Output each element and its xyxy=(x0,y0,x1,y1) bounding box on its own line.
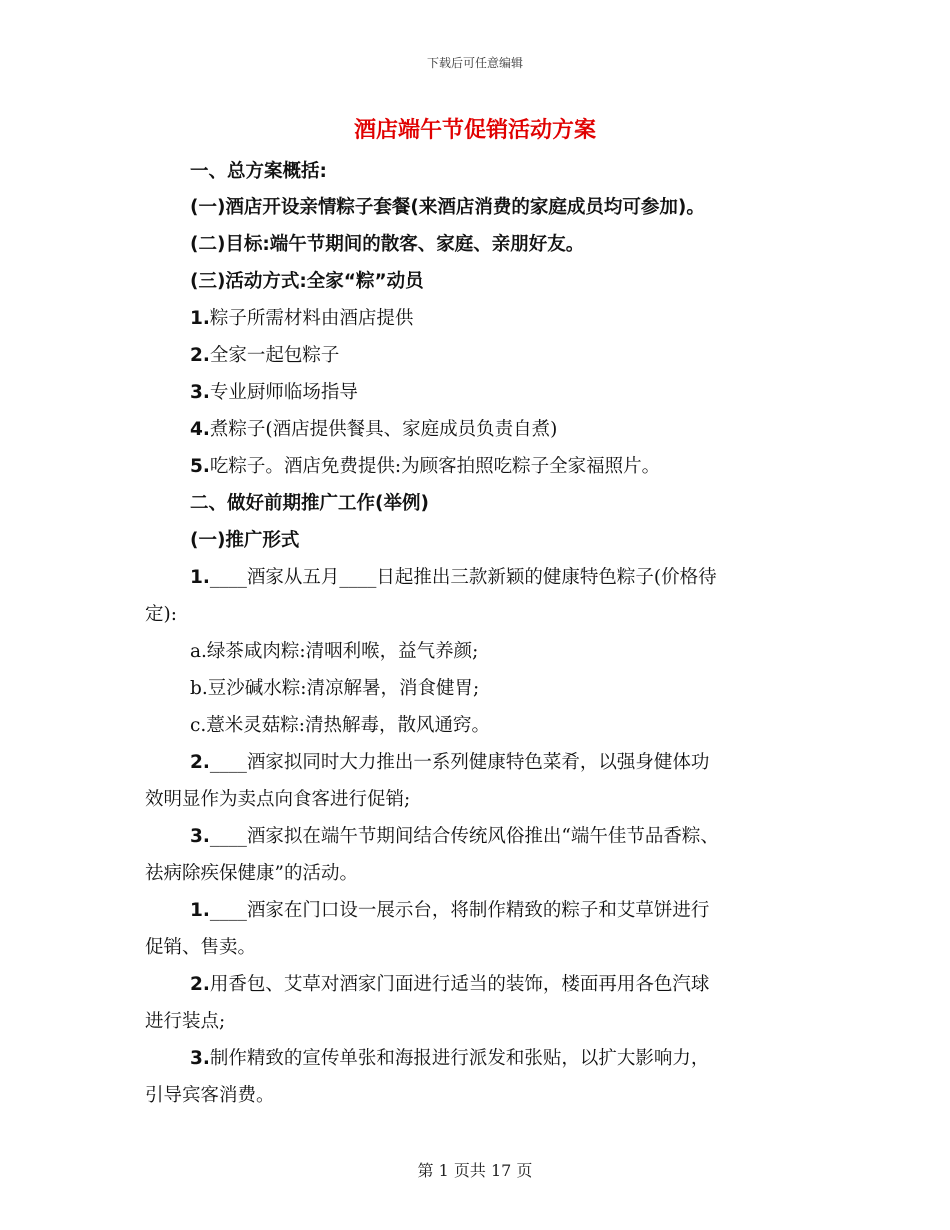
list-item: 2.全家一起包粽子 xyxy=(190,345,340,366)
list-item: 3.专业厨师临场指导 xyxy=(190,382,358,403)
list-item: b.豆沙碱水粽:清凉解暑，消食健胃; xyxy=(190,678,480,699)
paragraph-line: 定): xyxy=(145,604,177,625)
paragraph-line: 1.____酒家从五月____日起推出三款新颖的健康特色粽子(价格待 xyxy=(190,567,717,588)
page-footer-number: 第 1 页共 17 页 xyxy=(417,1161,533,1180)
paragraph-line: 引导宾客消费。 xyxy=(145,1085,275,1106)
paragraph-line: 祛病除疾保健康”的活动。 xyxy=(145,863,358,884)
list-item: c.薏米灵菇粽:清热解毒，散风通窍。 xyxy=(190,715,490,736)
subsection-heading-method: (三)活动方式:全家“粽”动员 xyxy=(190,271,424,292)
paragraph-line: 效明显作为卖点向食客进行促销; xyxy=(145,789,411,810)
list-item: 1.粽子所需材料由酒店提供 xyxy=(190,308,414,329)
paragraph-line: 3.制作精致的宣传单张和海报进行派发和张贴，以扩大影响力， xyxy=(190,1048,710,1069)
paragraph-line: 2.用香包、艾草对酒家门面进行适当的装饰，楼面再用各色汽球 xyxy=(190,974,710,995)
list-item: 4.煮粽子(酒店提供餐具、家庭成员负责自煮) xyxy=(190,419,558,440)
document-title: 酒店端午节促销活动方案 xyxy=(353,118,596,143)
paragraph-line: 2.____酒家拟同时大力推出一系列健康特色菜肴，以强身健体功 xyxy=(190,752,710,773)
paragraph-line: 3.____酒家拟在端午节期间结合传统风俗推出“端午佳节品香粽、 xyxy=(190,826,719,847)
subsection-heading-package: (一)酒店开设亲情粽子套餐(来酒店消费的家庭成员均可参加)。 xyxy=(190,197,705,218)
section-heading-overview: 一、总方案概括: xyxy=(190,161,327,182)
subsection-heading-form: (一)推广形式 xyxy=(190,530,300,551)
page-header-note: 下载后可任意编辑 xyxy=(426,56,523,70)
paragraph-line: 进行装点; xyxy=(145,1011,226,1032)
list-item: 5.吃粽子。酒店免费提供:为顾客拍照吃粽子全家福照片。 xyxy=(190,456,661,477)
section-heading-promotion: 二、做好前期推广工作(举例) xyxy=(190,493,429,514)
paragraph-line: 促销、售卖。 xyxy=(145,937,257,958)
paragraph-line: 1.____酒家在门口设一展示台，将制作精致的粽子和艾草饼进行 xyxy=(190,900,710,921)
list-item: a.绿茶咸肉粽:清咽利喉，益气养颜; xyxy=(190,641,479,662)
subsection-heading-target: (二)目标:端午节期间的散客、家庭、亲朋好友。 xyxy=(190,234,585,255)
